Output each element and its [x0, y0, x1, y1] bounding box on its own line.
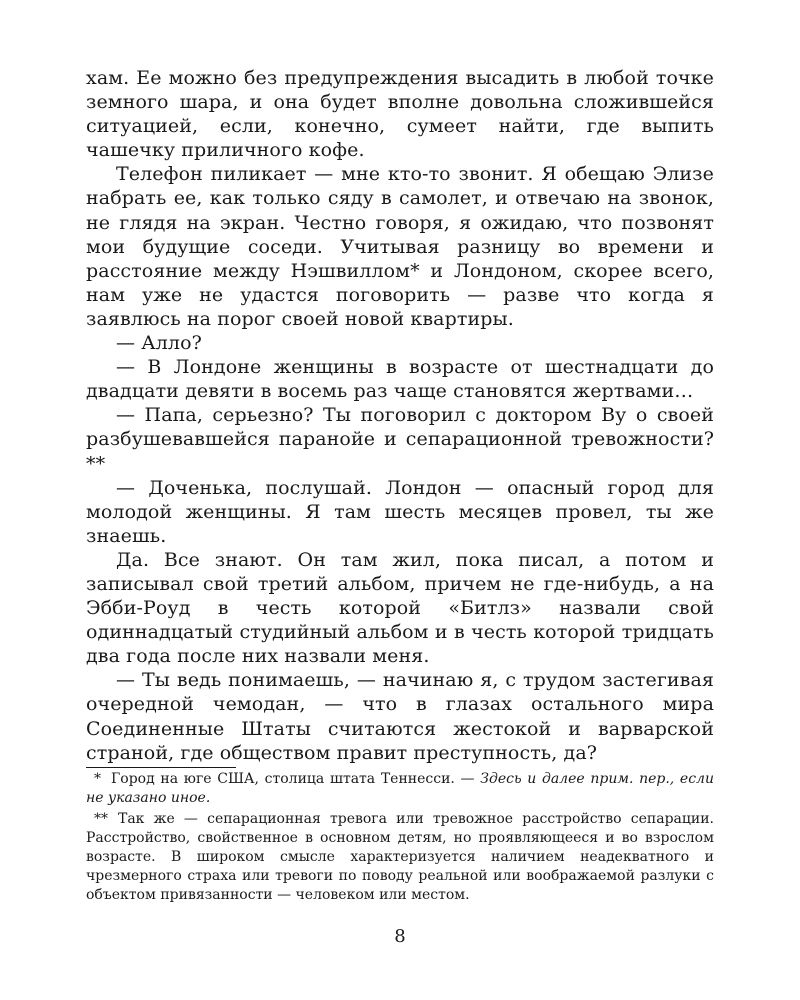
- footnote-1: [86, 770, 714, 808]
- paragraph-6: — Доченька, послушай. Лондон — опасный город для молодой женщины. Я там шесть месяцев провел, ты же знаешь.: [86, 476, 714, 547]
- paragraph-2: Телефон пиликает — мне кто-то звонит. Я обещаю Элизе набрать ее, как только сяду в самолет, и отвечаю на звонок, не глядя на экран. Честно говоря, я ожидаю, что позвонят мои будущие соседи. Учитывая разницу во времени и расстояние между Нэшвиллом* и Лондоном, скорее всего, нам уже не удастся поговорить — разве что когда я заявлюсь на порог своей новой квартиры.: [86, 163, 714, 330]
- footnote-2: [86, 810, 714, 905]
- page-number: 8: [394, 926, 406, 947]
- footnote-1-text: Город на юге США, столица штата Теннесси. —: [111, 771, 475, 787]
- footnote-2-text: Так же — сепарационная тревога или тревожное расстройство сепарации. Расстройство, свойственное в основном детям, но проявляющееся и во взрослом возрасте. В широком смысле характеризуется наличием неадекватного и чрезмерного страха или тревоги по поводу реальной или воображаемой разлуки с объектом привязанности — человеком или местом.: [86, 811, 714, 903]
- footnote-2-mark: **: [94, 811, 108, 827]
- paragraph-7: Да. Все знают. Он там жил, пока писал, а потом и записывал свой третий альбом, причем не где-нибудь, а на Эбби-Роуд в честь которой «Битлз» назвали свой одиннадцатый студийный альбом и в честь которой тридцать два года после них назвали меня.: [86, 548, 714, 668]
- paragraph-4: — В Лондоне женщины в возрасте от шестнадцати до двадцати девяти в восемь раз чаще становятся жертвами…: [86, 356, 714, 403]
- footnote-1-italic: Здесь и далее прим. пер., если не указано иное.: [86, 771, 714, 806]
- paragraph-3: — Алло?: [116, 332, 202, 355]
- footnote-1-mark: *: [94, 771, 101, 787]
- paragraph-8: — Ты ведь понимаешь, — начинаю я, с трудом застегивая очередной чемодан, — что в глазах остального мира Соединенные Штаты считаются жестокой и варварской страной, где обществом правит преступность, да?: [86, 669, 714, 764]
- paragraph-5: — Папа, серьезно? Ты поговорил с доктором Ву о своей разбушевавшейся паранойе и сепарационной тревожности?**: [86, 404, 714, 475]
- footnotes: [86, 770, 714, 907]
- footnote-divider: [86, 767, 236, 768]
- paragraph-1: хам. Ее можно без предупреждения высадить в любой точке земного шара, и она будет вполне довольна сложившейся ситуацией, если, конечно, сумеет найти, где выпить чашечку приличного кофе.: [86, 67, 714, 162]
- main-text: [86, 66, 714, 765]
